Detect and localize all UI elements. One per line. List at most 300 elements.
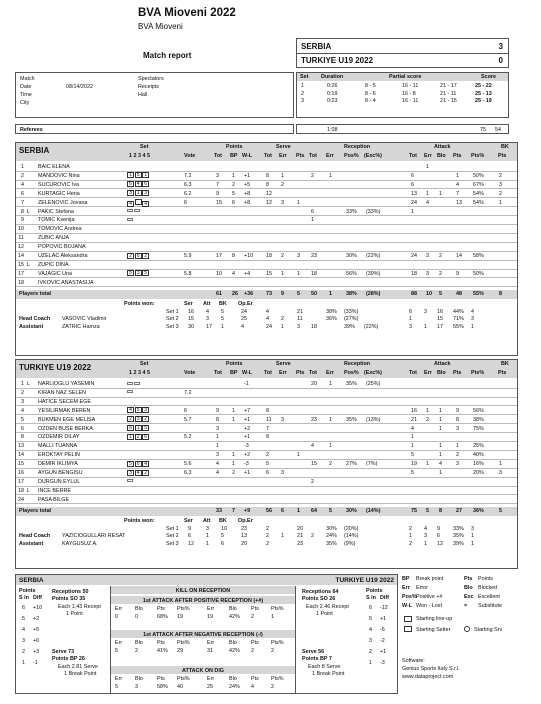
summary-left_each_s: Each 2.81 Serve bbox=[58, 664, 98, 670]
total-cell: 8 bbox=[439, 508, 442, 515]
setter-icon bbox=[404, 626, 412, 632]
set-positions bbox=[127, 407, 150, 413]
summary-right_pbp: Points BP 7 bbox=[302, 656, 332, 662]
total-cell: 9 bbox=[281, 291, 284, 298]
set-label: Set 1 bbox=[166, 525, 179, 532]
player-row bbox=[16, 243, 517, 251]
points-won-header: Op.Er bbox=[238, 517, 253, 524]
set-position-box: 5 bbox=[142, 270, 149, 276]
assistant-name: KAYGUSUZ A. bbox=[62, 540, 98, 547]
kill-header: Blo bbox=[229, 606, 237, 612]
stat-cell: 1 bbox=[232, 407, 235, 414]
stat-cell: 6 bbox=[411, 172, 414, 179]
summary-right_rec: Receptions 64 bbox=[302, 589, 339, 595]
kill-value: 2 bbox=[271, 648, 274, 654]
legend-value: Blocked bbox=[478, 585, 498, 591]
player-row bbox=[16, 181, 517, 189]
stat-cell: 4 bbox=[232, 270, 235, 277]
set-positions bbox=[127, 217, 134, 223]
stat-cell: 5 bbox=[232, 190, 235, 197]
kill-header: Blo bbox=[135, 640, 143, 646]
player-name: BUKMEN EGE MELISA bbox=[38, 416, 96, 423]
points-won-cell: 15 bbox=[437, 316, 443, 323]
stat-cell: (33%) bbox=[366, 208, 381, 215]
diff-value: +1 bbox=[380, 616, 387, 622]
player-number: 18 bbox=[18, 487, 24, 494]
points-won-cell: 1 bbox=[281, 323, 284, 330]
total-cell: 8 bbox=[499, 291, 502, 298]
player-name: EROKTAY PELIN bbox=[38, 452, 80, 459]
subheader-tot: Tot bbox=[409, 153, 417, 159]
col-attack: Attack bbox=[434, 144, 451, 150]
points-won-header: Op.Er bbox=[238, 300, 253, 307]
set-score: 25 - 13 bbox=[475, 90, 492, 97]
kill-header: Err bbox=[207, 640, 215, 646]
set-position-box: 4 bbox=[127, 407, 134, 413]
set-position-box: 2 bbox=[142, 470, 149, 476]
player-row bbox=[16, 469, 517, 477]
player-role: L bbox=[27, 261, 30, 268]
kill-header: Blo bbox=[135, 676, 143, 682]
stat-cell: 24 bbox=[411, 253, 417, 259]
player-number: 9 bbox=[21, 217, 24, 224]
set-position-box: 4 bbox=[135, 181, 142, 187]
set-position-box: 2 bbox=[142, 253, 149, 259]
receipts-label: Receipts bbox=[138, 84, 159, 90]
set-position-box: 5 bbox=[142, 425, 149, 431]
player-row bbox=[16, 225, 517, 233]
player-role: L bbox=[27, 487, 30, 494]
software-label: Software: bbox=[402, 658, 425, 664]
legend-value: Won - Lost bbox=[416, 603, 442, 609]
total-cell: 7 bbox=[232, 508, 235, 515]
set-duration: 0:23 bbox=[327, 98, 338, 104]
points-won-cell: 9 bbox=[437, 525, 440, 532]
set-partial-1: 8 - 6 bbox=[365, 90, 376, 97]
subheader-tot: Tot bbox=[309, 153, 317, 159]
stat-cell: 67% bbox=[473, 181, 484, 188]
points-won-cell: 1 bbox=[221, 323, 224, 330]
points-won-cell: 11 bbox=[297, 316, 303, 323]
points-won-cell: 1 bbox=[471, 533, 474, 540]
set-position-box: 2 bbox=[142, 416, 149, 422]
subheader-set_nums: 1 2 3 4 5 bbox=[129, 153, 150, 159]
kill-value: 5 bbox=[115, 684, 118, 690]
points-won-cell: 2 bbox=[409, 525, 412, 532]
set-position-box: 1 bbox=[135, 190, 142, 196]
points-won-cell: 3 bbox=[206, 525, 209, 532]
sin-value: 4 bbox=[369, 627, 372, 633]
points-won-cell: 17 bbox=[437, 323, 443, 330]
stat-cell: 1 bbox=[232, 416, 235, 423]
summary-left_each: Each 1.43 Recept bbox=[58, 604, 101, 610]
points-won-cell: 21 bbox=[297, 533, 303, 540]
kill-header: Err bbox=[207, 606, 215, 612]
stat-cell: 8 bbox=[266, 434, 269, 441]
kill-value: 42% bbox=[229, 648, 240, 654]
legend-key: Blo bbox=[464, 585, 473, 591]
stat-cell: 58% bbox=[473, 253, 484, 259]
stat-cell: 21 bbox=[411, 416, 417, 423]
sin-value: 4 bbox=[22, 627, 25, 633]
stat-cell: 3 bbox=[456, 425, 459, 432]
stat-cell: +4 bbox=[244, 270, 251, 277]
stat-cell: 1 bbox=[456, 443, 459, 450]
stat-cell: 35% bbox=[346, 381, 357, 387]
sets-col-score: Score bbox=[481, 74, 496, 80]
player-row bbox=[16, 389, 517, 397]
stat-cell: 27% bbox=[346, 461, 357, 468]
set-number: 2 bbox=[301, 90, 304, 97]
subheader-pos: Pos% bbox=[344, 370, 359, 376]
kill-header: Err bbox=[207, 676, 215, 682]
sets-col-partial: Partial score bbox=[389, 74, 422, 80]
set-positions bbox=[127, 208, 140, 214]
stat-cell: 9 bbox=[216, 407, 219, 414]
stat-cell: 10 bbox=[216, 270, 222, 277]
player-number: 14 bbox=[18, 452, 24, 459]
lineup-icon bbox=[404, 616, 412, 622]
stat-cell: 8 bbox=[266, 181, 269, 188]
set-score: 25 - 22 bbox=[475, 83, 492, 89]
turkiye-stats-table bbox=[15, 359, 518, 569]
kill-header: Err bbox=[115, 640, 123, 646]
set-label: Set 1 bbox=[166, 308, 179, 315]
total-cell: 61 bbox=[216, 291, 222, 298]
points-won-cell: 4 bbox=[206, 308, 209, 315]
subheader-err: Err bbox=[279, 370, 287, 376]
kill-header: Blo bbox=[229, 640, 237, 646]
stat-cell: 6 bbox=[311, 208, 314, 215]
points-won-cell: 12 bbox=[437, 540, 443, 547]
total-cell: (14%) bbox=[366, 508, 381, 515]
col-bk: BK bbox=[501, 361, 509, 367]
summary-left_rec: Receptions 50 bbox=[52, 589, 89, 595]
subheader-ptsp: Pts% bbox=[471, 370, 485, 376]
player-row bbox=[16, 425, 517, 433]
col-attack: Attack bbox=[434, 361, 451, 367]
set-label: Set 3 bbox=[166, 323, 179, 330]
stat-cell: 5.2 bbox=[184, 434, 192, 441]
points-won-cell: 2 bbox=[281, 316, 284, 323]
total-cell: 33 bbox=[216, 508, 222, 515]
player-role: L bbox=[27, 381, 30, 387]
stat-cell: +1 bbox=[244, 172, 251, 179]
player-row bbox=[16, 270, 517, 278]
points-won-cell: 33% bbox=[453, 525, 464, 532]
summary-left_serve: Serve 73 bbox=[52, 649, 75, 655]
player-name: POPOVIC BOJANA bbox=[38, 244, 86, 251]
total-cell: 30% bbox=[346, 508, 357, 515]
subheader-err: Err bbox=[279, 153, 287, 159]
sin-value: 1 bbox=[22, 660, 25, 666]
summary-right_pso: Points SO 26 bbox=[302, 596, 336, 602]
points-won-cell: 1 bbox=[471, 540, 474, 547]
subheader-vote: Vote bbox=[184, 153, 196, 159]
legend-key: BP bbox=[402, 576, 410, 582]
total-cell: 88 bbox=[411, 291, 417, 298]
stat-cell: 75% bbox=[473, 425, 484, 432]
summary-right_each_s2: 1 Break Point bbox=[312, 671, 345, 677]
lineup-label: Starting line-up bbox=[416, 616, 453, 622]
stat-cell: (22%) bbox=[366, 253, 381, 259]
player-name: AYGUN BENGISU bbox=[38, 470, 83, 476]
sin-value: 5 bbox=[369, 616, 372, 622]
set-partial-2: 16 - 11 bbox=[402, 98, 419, 104]
stat-cell: 50% bbox=[473, 270, 484, 277]
points-won-cell: 1 bbox=[424, 540, 427, 547]
kill-header: Pts% bbox=[271, 640, 284, 646]
head-coach-label: Head Coach bbox=[19, 532, 51, 539]
section-first_neg: 1st ATTACK AFTER NEGATIVE RECEPTION (-/) bbox=[143, 631, 263, 638]
stat-cell: 1 bbox=[329, 381, 332, 387]
total-b: 54 bbox=[495, 127, 501, 133]
assistant-label: Assistant bbox=[19, 540, 44, 547]
stat-cell: 20 bbox=[311, 381, 317, 387]
player-number: 4 bbox=[21, 407, 24, 414]
points-won-cell: 1 bbox=[409, 533, 412, 540]
set-position-box: 4 bbox=[135, 470, 142, 476]
spectators-label: Spectators bbox=[138, 76, 164, 82]
kill-value: 19 bbox=[177, 614, 183, 620]
points-won-cell: 30 bbox=[188, 323, 194, 330]
set-position-box: 2 bbox=[127, 416, 134, 422]
legend-key: = bbox=[464, 603, 468, 609]
points-won-cell: 24% bbox=[326, 533, 337, 540]
player-number: 7 bbox=[21, 199, 24, 206]
set-positions bbox=[127, 470, 150, 476]
player-row bbox=[16, 208, 517, 216]
subheader-wl: W-L bbox=[242, 370, 253, 376]
total-cell: 50 bbox=[311, 291, 317, 298]
subheader-blo: Blo bbox=[437, 370, 446, 376]
points-won-cell: 4 bbox=[241, 323, 244, 330]
points-won-cell: 25 bbox=[241, 316, 247, 323]
stat-cell: 1 bbox=[426, 164, 429, 170]
stat-cell: 15 bbox=[311, 461, 317, 468]
kill-value: 41% bbox=[157, 648, 168, 654]
player-number: 14 bbox=[18, 253, 24, 259]
serve-label: Starting Srv bbox=[474, 627, 503, 633]
kill-value: 24% bbox=[229, 684, 240, 690]
diff-label: Diff bbox=[33, 595, 42, 601]
stat-cell: 1 bbox=[232, 172, 235, 179]
stat-cell: 6 bbox=[184, 199, 187, 206]
score-box bbox=[296, 38, 509, 68]
kill-value: 5 bbox=[115, 648, 118, 654]
stat-cell: 7 bbox=[216, 181, 219, 188]
col-serve: Serve bbox=[276, 361, 291, 367]
diff-label: Diff bbox=[380, 595, 389, 601]
stat-cell: 1 bbox=[329, 416, 332, 423]
player-name: SUCUROVIC Iva bbox=[38, 181, 80, 188]
points-won-cell: 6 bbox=[188, 533, 191, 540]
player-name: KIRAN NAZ SELEN bbox=[38, 389, 86, 396]
player-number: 24 bbox=[18, 496, 24, 503]
subheader-exc: (Exc%) bbox=[364, 370, 382, 376]
set-position-box: 3 bbox=[135, 270, 142, 276]
kill-header: Pts% bbox=[271, 606, 284, 612]
kill-value: 31 bbox=[207, 648, 213, 654]
points-won-cell: 4 bbox=[266, 316, 269, 323]
stat-cell: +8 bbox=[244, 190, 251, 197]
sets-total bbox=[296, 124, 509, 134]
stat-cell: 1 bbox=[329, 443, 332, 450]
points-won-header: BK bbox=[219, 300, 227, 307]
points-won-cell: 17 bbox=[206, 323, 212, 330]
stat-cell: 1 bbox=[439, 452, 442, 459]
section-kill_title: KILL ON RECEPTION bbox=[175, 587, 231, 594]
head-coach-name: VASOVIC Vladimir bbox=[62, 315, 107, 322]
set-position-box: 3 bbox=[135, 416, 142, 422]
stat-cell: +2 bbox=[244, 425, 251, 432]
stat-cell: 6.3 bbox=[184, 470, 192, 476]
set-duration: 0:26 bbox=[327, 83, 338, 89]
subheader-tot: Tot bbox=[214, 370, 222, 376]
stat-cell: 7 bbox=[266, 425, 269, 432]
stat-cell: 9 bbox=[456, 407, 459, 414]
subheader-pts: Pts bbox=[498, 153, 507, 159]
stat-cell: 1 bbox=[411, 443, 414, 450]
points-won-cell: 16 bbox=[188, 308, 194, 315]
stat-cell: 4 bbox=[311, 443, 314, 450]
set-partial-3: 21 - 17 bbox=[440, 83, 457, 89]
stat-cell: 23 bbox=[311, 416, 317, 423]
set-partial-3: 21 - 11 bbox=[440, 90, 457, 97]
set-position-box: 3 bbox=[127, 190, 134, 196]
points-won-cell: (14%) bbox=[344, 533, 359, 540]
set-positions bbox=[127, 461, 150, 467]
points-won-cell: 44% bbox=[453, 308, 464, 315]
team1-sets: 3 bbox=[498, 42, 503, 51]
stat-cell: 4 bbox=[456, 181, 459, 188]
set-position-box: 1 bbox=[127, 172, 134, 178]
page-subtitle: BVA Mioveni bbox=[138, 22, 183, 31]
subheader-tot: Tot bbox=[214, 153, 222, 159]
stat-cell: 8 bbox=[266, 407, 269, 414]
player-number: 6 bbox=[21, 425, 24, 432]
legend bbox=[402, 576, 522, 696]
stat-cell: 9 bbox=[456, 270, 459, 277]
stat-cell: 3 bbox=[426, 270, 429, 277]
points-won-cell: 15 bbox=[188, 316, 194, 323]
player-name: ZUBIC ANJA bbox=[38, 235, 70, 242]
head-coach-name: YAZICIOGULLARI RESAT bbox=[62, 532, 126, 539]
sin-value: 6 bbox=[22, 605, 25, 611]
points-won-cell: 23 bbox=[241, 525, 247, 532]
col-reception: Reception bbox=[344, 144, 371, 150]
player-row bbox=[16, 279, 517, 287]
player-row bbox=[16, 216, 517, 224]
points-won-header: BK bbox=[219, 517, 227, 524]
bottom-right-team: TURKIYE U19 2022 bbox=[335, 577, 394, 584]
kill-value: 3 bbox=[135, 684, 138, 690]
points-won-cell: 35% bbox=[453, 533, 464, 540]
total-cell: 55% bbox=[473, 291, 484, 298]
stat-cell: 3 bbox=[426, 253, 429, 259]
kill-value: 2 bbox=[271, 684, 274, 690]
stat-cell: 2 bbox=[329, 461, 332, 468]
total-cell: 26 bbox=[232, 291, 238, 298]
stat-cell: 3 bbox=[281, 470, 284, 476]
stat-cell: 1 bbox=[281, 172, 284, 179]
stat-cell: (39%) bbox=[366, 270, 381, 277]
set-position-box: 6 bbox=[127, 181, 134, 187]
stat-cell: 1 bbox=[426, 461, 429, 468]
stat-cell: 11 bbox=[266, 416, 272, 423]
points-won-cell: 2 bbox=[311, 533, 314, 540]
set-partial-1: 8 - 4 bbox=[365, 98, 376, 104]
player-name: MANDOVIC Nina bbox=[38, 172, 80, 179]
set-position-box bbox=[127, 382, 133, 385]
team1-name: SERBIA bbox=[301, 42, 332, 51]
legend-value: Substitute bbox=[478, 603, 502, 609]
stat-cell: 6 bbox=[266, 470, 269, 476]
stat-cell: 4 bbox=[439, 461, 442, 468]
stat-cell: 1 bbox=[499, 461, 502, 468]
set-number: 1 bbox=[301, 83, 304, 89]
stat-cell: 3 bbox=[216, 425, 219, 432]
software-url: www.dataproject.com bbox=[402, 674, 454, 680]
points-won-cell: 1 bbox=[206, 540, 209, 547]
set-partial-3: 21 - 15 bbox=[440, 98, 457, 104]
player-number: 13 bbox=[18, 443, 24, 450]
summary-left_each2: 1 Point bbox=[66, 611, 83, 617]
set-position-box: 2 bbox=[135, 434, 142, 440]
set-position-box bbox=[127, 218, 133, 221]
player-row bbox=[16, 261, 517, 269]
points-won-cell: 4 bbox=[424, 525, 427, 532]
stat-cell: 13 bbox=[411, 190, 417, 197]
stat-cell: 5.7 bbox=[184, 416, 192, 423]
points-won-cell: (33%) bbox=[344, 308, 359, 315]
kill-header: Pts% bbox=[177, 676, 190, 682]
set-position-box: 4 bbox=[142, 461, 149, 467]
kill-value: 29 bbox=[177, 648, 183, 654]
subheader-pts: Pts bbox=[498, 370, 507, 376]
stat-cell: 6 bbox=[184, 407, 187, 414]
set-position-box: 1 bbox=[127, 434, 134, 440]
sets-table bbox=[296, 72, 509, 118]
stat-cell: 35% bbox=[346, 416, 357, 423]
set-position-box: 5 bbox=[135, 407, 142, 413]
summary-left_pso: Points SO 35 bbox=[52, 596, 86, 602]
legend-value: Points bbox=[478, 576, 493, 582]
total-cell: 1 bbox=[297, 508, 300, 515]
summary-right_serve: Serve 56 bbox=[302, 649, 325, 655]
diff-value: +5 bbox=[33, 627, 40, 633]
player-name: INCE BERRE bbox=[38, 487, 71, 494]
stat-cell: 2 bbox=[439, 270, 442, 277]
set-position-box: 6 bbox=[135, 253, 142, 259]
total-cell: 10 bbox=[426, 291, 432, 298]
stat-cell: 1 bbox=[439, 416, 442, 423]
stat-cell: 3 bbox=[456, 461, 459, 468]
set-position-box: 4 bbox=[127, 201, 134, 207]
kill-value: 58% bbox=[157, 684, 168, 690]
total-cell: 38% bbox=[346, 291, 357, 298]
points-won-cell: 20 bbox=[297, 525, 303, 532]
points-won-cell: 12 bbox=[188, 540, 194, 547]
subheader-exc: (Exc%) bbox=[364, 153, 382, 159]
player-name: IVKOVIC ANASTASIJA bbox=[38, 279, 94, 286]
kill-value: 68% bbox=[157, 614, 168, 620]
stat-cell: 5 bbox=[411, 470, 414, 476]
subheader-pos: Pos% bbox=[344, 153, 359, 159]
setter-label: Starting Setter bbox=[416, 627, 451, 633]
stat-cell: 15 bbox=[216, 199, 222, 206]
set-position-box: 4 bbox=[142, 201, 149, 207]
